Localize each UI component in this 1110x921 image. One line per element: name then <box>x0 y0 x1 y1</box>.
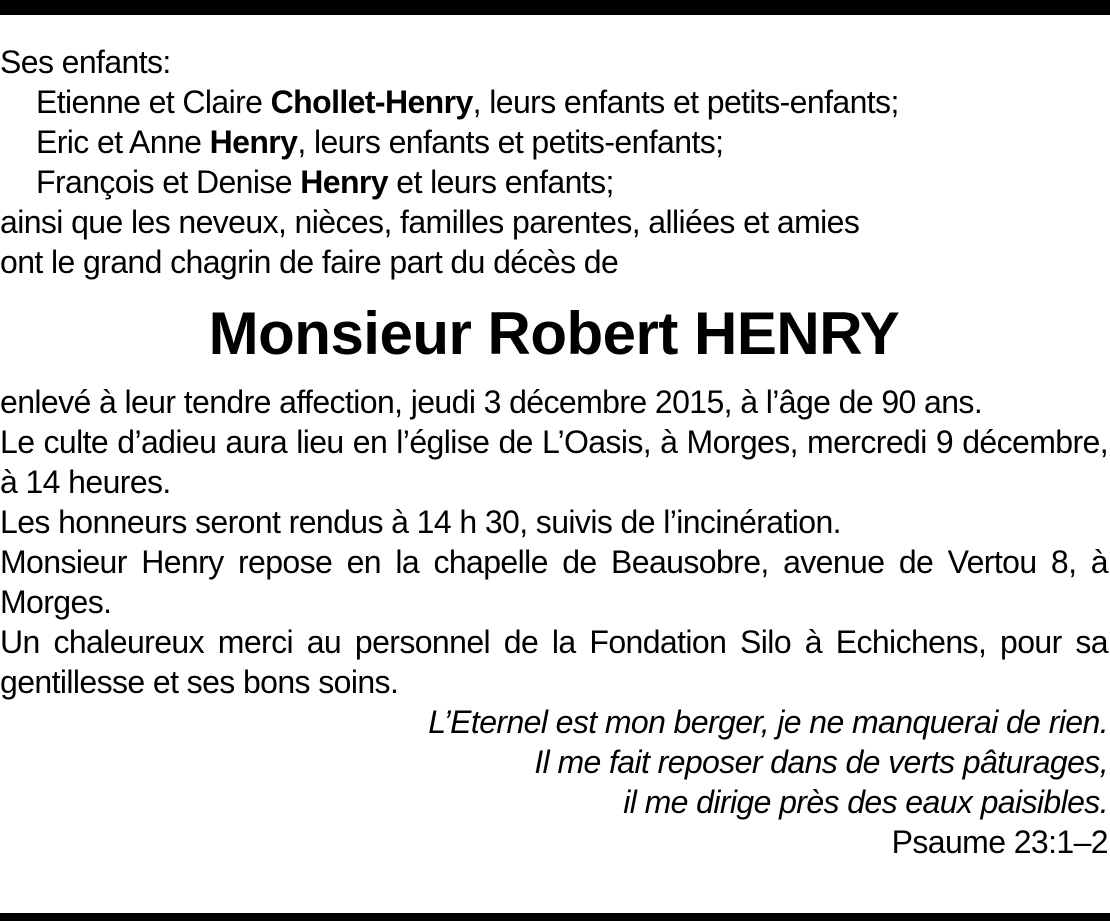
child-family-line <box>0 162 1108 202</box>
child-descendants: , leurs enfants et petits-enfants; <box>297 124 724 160</box>
top-border-rule <box>0 0 1110 15</box>
verse-line: il me dirige près des eaux paisibles. <box>623 784 1108 820</box>
announcement-line: ont le grand chagrin de faire part du décès de <box>0 244 619 280</box>
thanks-paragraph: Un chaleureux merci au personnel de la Fondation Silo à Echichens, pour sa gentillesse et ses bons soins. <box>0 624 1108 700</box>
child-descendants: , leurs enfants et petits-enfants; <box>472 84 899 120</box>
child-surname: Chollet-Henry <box>270 84 473 120</box>
intro-line: Ses enfants: <box>0 44 171 80</box>
honours-paragraph: Les honneurs seront rendus à 14 h 30, suivis de l’incinération. <box>0 504 841 540</box>
verse-line: L’Eternel est mon berger, je ne manquerai de rien. <box>428 704 1108 740</box>
child-first-names: Eric et Anne <box>36 124 210 160</box>
verse-line: Il me fait reposer dans de verts pâturages, <box>534 744 1108 780</box>
extended-family-line: ainsi que les neveux, nièces, familles parentes, alliées et amies <box>0 204 860 240</box>
child-first-names: François et Denise <box>36 164 301 200</box>
child-family-line <box>0 122 1108 162</box>
child-surname: Henry <box>300 164 388 200</box>
child-descendants: et leurs enfants; <box>388 164 614 200</box>
obituary-notice <box>0 42 1108 862</box>
child-first-names: Etienne et Claire <box>36 84 271 120</box>
service-paragraph: Le culte d’adieu aura lieu en l’église de L’Oasis, à Morges, mercredi 9 décembre, à 14 heures. <box>0 424 1108 500</box>
death-date-paragraph: enlevé à leur tendre affection, jeudi 3 décembre 2015, à l’âge de 90 ans. <box>0 384 983 420</box>
resting-place-paragraph: Monsieur Henry repose en la chapelle de Beausobre, avenue de Vertou 8, à Morges. <box>0 544 1108 620</box>
child-family-line <box>0 82 1108 122</box>
deceased-name-heading: Monsieur Robert HENRY <box>208 300 900 367</box>
child-surname: Henry <box>209 124 298 160</box>
verse-reference: Psaume 23:1–2 <box>891 824 1108 860</box>
bottom-border-rule <box>0 913 1110 921</box>
